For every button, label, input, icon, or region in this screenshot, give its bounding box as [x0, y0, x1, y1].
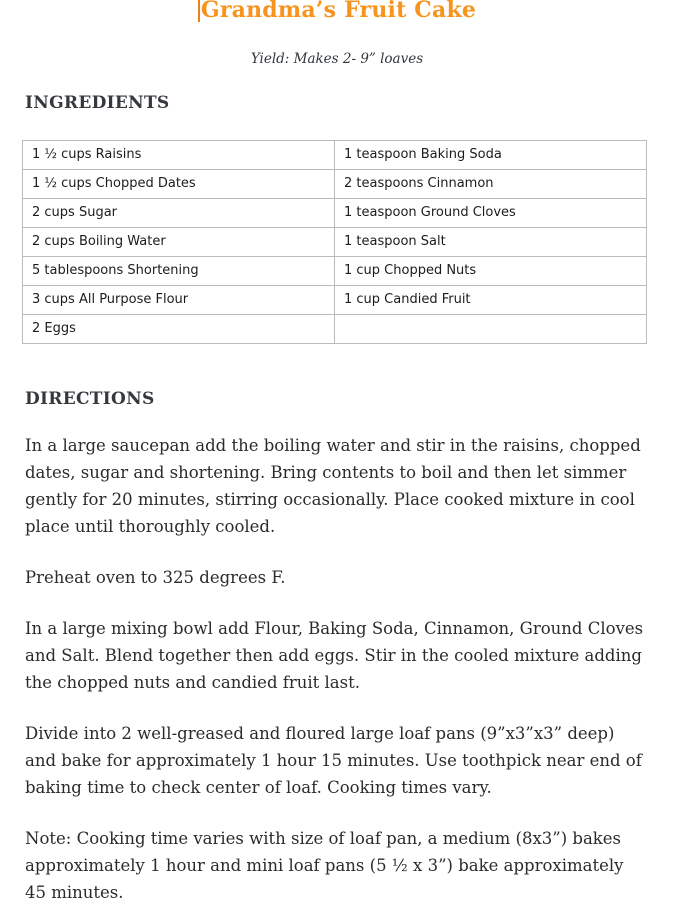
ingredient-cell: 5 tablespoons Shortening [23, 257, 335, 286]
directions-heading: DIRECTIONS [25, 389, 155, 409]
yield-line: Yield: Makes 2- 9” loaves [250, 51, 424, 67]
direction-paragraph: Note: Cooking time varies with size of loaf pan, a medium (8x3”) bakes approximately 1 hour and mini loaf pans (5 ½ x 3”) bake approximately 45 minutes. [25, 829, 624, 902]
text-cursor-caret [198, 0, 200, 22]
ingredient-cell: 1 teaspoon Salt [335, 228, 647, 257]
ingredient-row [23, 141, 647, 170]
ingredient-cell: 1 cup Chopped Nuts [335, 257, 647, 286]
ingredient-cell: 1 teaspoon Ground Cloves [335, 199, 647, 228]
ingredient-cell: 1 teaspoon Baking Soda [335, 141, 647, 170]
recipe-title[interactable] [0, 0, 674, 24]
direction-paragraph: Divide into 2 well-greased and floured large loaf pans (9”x3”x3” deep) and bake for approximately 1 hour 15 minutes. Use toothpick near end of baking time to check center of loaf. Cooking times vary. [25, 724, 642, 797]
ingredients-heading: INGREDIENTS [25, 93, 170, 113]
ingredients-table-body [23, 141, 647, 344]
direction-paragraph: In a large mixing bowl add Flour, Baking Soda, Cinnamon, Ground Cloves and Salt. Blend together then add eggs. Stir in the cooled mixture adding the chopped nuts and candied fruit last. [25, 619, 644, 692]
ingredient-cell: 1 ½ cups Raisins [23, 141, 335, 170]
ingredient-cell: 2 cups Boiling Water [23, 228, 335, 257]
ingredient-row [23, 286, 647, 315]
ingredient-cell: 2 cups Sugar [23, 199, 335, 228]
directions-paragraphs [25, 432, 649, 906]
ingredient-row [23, 315, 647, 344]
ingredient-cell: 1 ½ cups Chopped Dates [23, 170, 335, 199]
direction-paragraph: Preheat oven to 325 degrees F. [25, 568, 286, 587]
ingredient-cell: 2 Eggs [23, 315, 335, 344]
recipe-title-text: Grandma’s Fruit Cake [200, 0, 477, 23]
ingredients-table [22, 140, 647, 344]
direction-paragraph: In a large saucepan add the boiling water and stir in the raisins, chopped dates, sugar and shortening. Bring contents to boil and then let simmer gently for 20 minutes, stirring occasionally. Place cooked mixture in cool place until thoroughly cooled. [25, 436, 641, 536]
ingredient-cell: 2 teaspoons Cinnamon [335, 170, 647, 199]
ingredient-row [23, 170, 647, 199]
ingredient-cell: 3 cups All Purpose Flour [23, 286, 335, 315]
ingredient-cell [335, 315, 647, 344]
ingredient-row [23, 228, 647, 257]
ingredient-cell: 1 cup Candied Fruit [335, 286, 647, 315]
ingredient-row [23, 199, 647, 228]
ingredient-row [23, 257, 647, 286]
